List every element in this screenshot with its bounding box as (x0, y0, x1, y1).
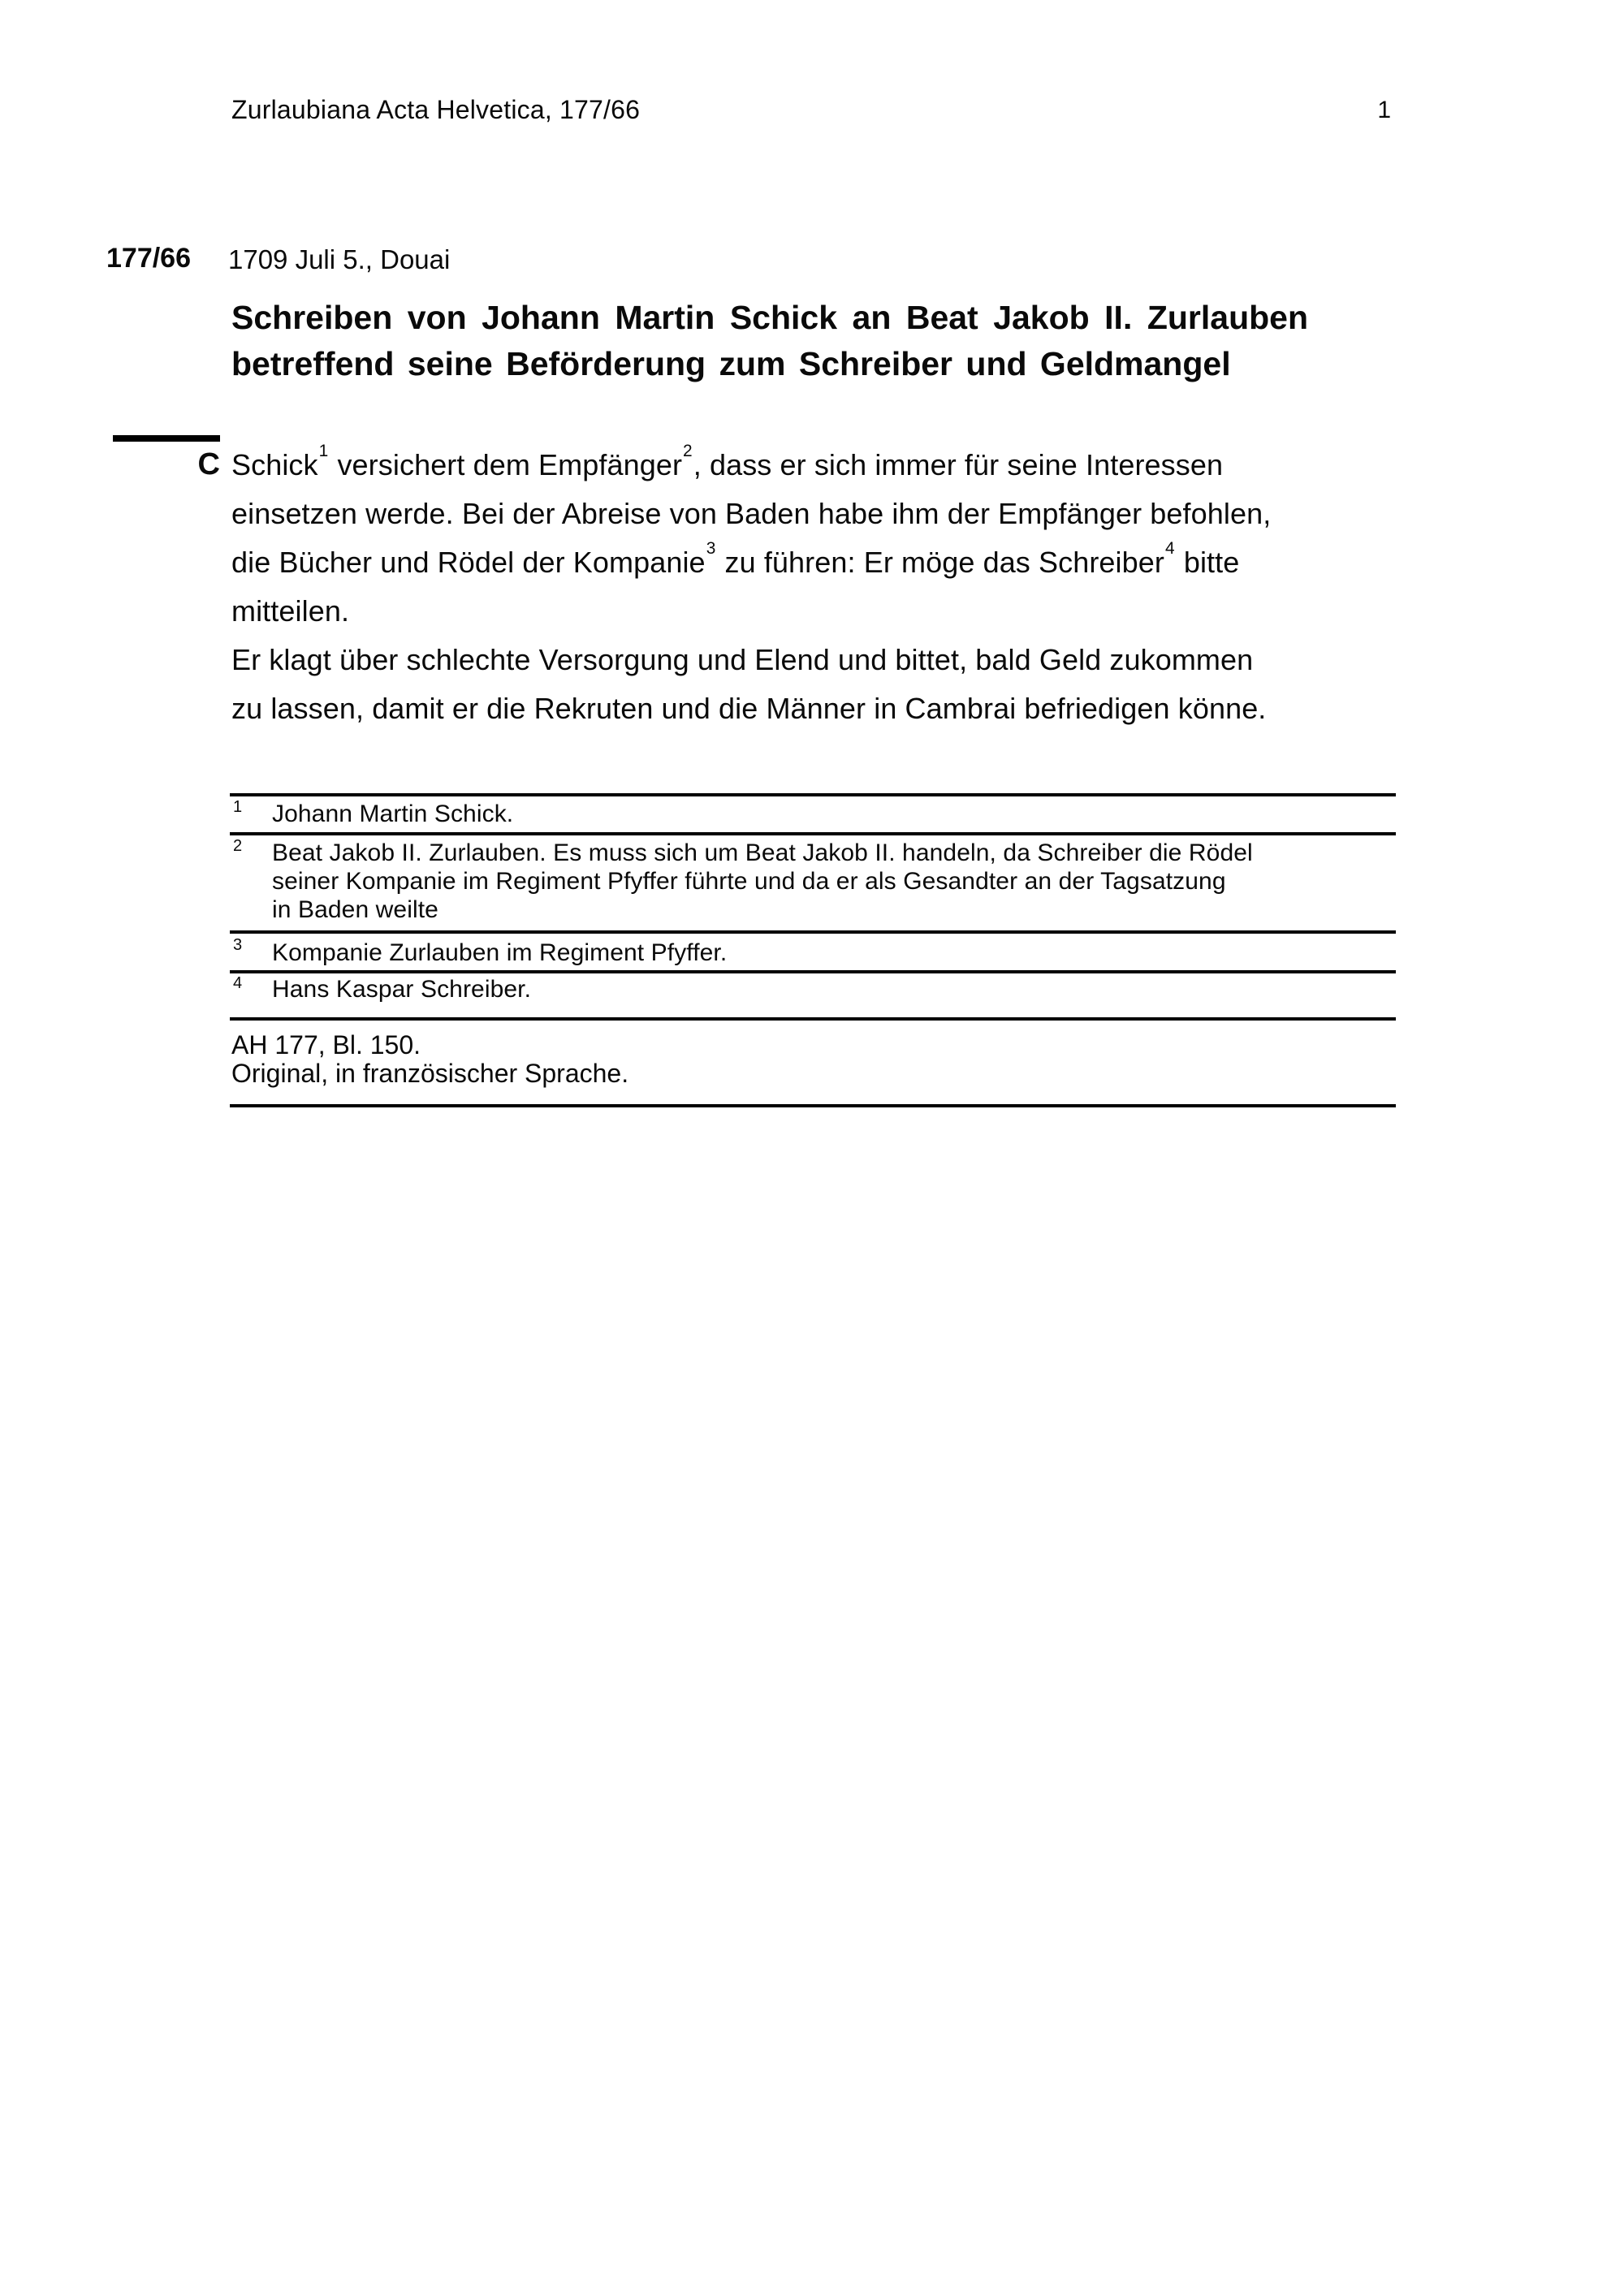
text-line: Beat Jakob II. Zurlauben. Es muss sich um Beat Jakob II. handeln, da Schreiber die Rödel (272, 839, 1253, 866)
text-line: Kompanie Zurlauben im Regiment Pfyffer. (272, 939, 728, 966)
source-separator-rule (230, 1017, 1396, 1021)
footnote-marker: 4 (233, 974, 243, 992)
document-title-line-2: betreffend seine Beförderung zum Schreiber und Geldmangel (231, 345, 1231, 382)
footnote-text (272, 800, 1396, 828)
text-line: seiner Kompanie im Regiment Pfyffer führte und da er als Gesandter an der Tagsatzung (272, 868, 1226, 895)
footnote-reference: 3 (706, 538, 716, 558)
text-line: Schick$^1$ versichert dem Empfänger$^2$, dass er sich immer für seine Interessen (231, 441, 1224, 481)
section-label: C (197, 447, 220, 481)
footnote-separator-rule (230, 930, 1396, 934)
running-header-journal: Zurlaubiana Acta Helvetica, 177/66 (231, 95, 641, 124)
summary-paragraph-2 (231, 636, 1386, 733)
footnote-reference: 1 (318, 441, 329, 460)
footnote-marker: 3 (233, 936, 243, 954)
summary-paragraph-1 (231, 441, 1386, 636)
text-line: mitteilen. (231, 594, 350, 628)
text-line: zu lassen, damit er die Rekruten und die Männer in Cambrai befriedigen könne. (231, 692, 1267, 725)
entry-number: 177/66 (106, 243, 191, 274)
bottom-rule (230, 1104, 1396, 1107)
entry-date-place: 1709 Juli 5., Douai (228, 244, 451, 274)
footnote-separator-rule (230, 970, 1396, 973)
text-line: Er klagt über schlechte Versorgung und Elend und bittet, bald Geld zukommen (231, 643, 1254, 676)
text-line: in Baden weilte (272, 896, 438, 923)
footnote-text (272, 839, 1396, 924)
text-line: die Bücher und Rödel der Kompanie$^3$ zu führen: Er möge das Schreiber$^4$ bitte (231, 538, 1240, 579)
text-line: AH 177, Bl. 150. (231, 1030, 421, 1060)
footnote-separator-rule (230, 832, 1396, 835)
document-title-line-1: Schreiben von Johann Martin Schick an Beat Jakob II. Zurlauben (231, 299, 1308, 336)
page-number: 1 (1377, 97, 1391, 123)
footnote-reference: 4 (1165, 538, 1175, 558)
text-line: Johann Martin Schick. (272, 801, 514, 827)
footnote-marker: 2 (233, 837, 243, 855)
footnote-text (272, 939, 1396, 967)
footnote-separator-rule (230, 793, 1396, 796)
section-divider-bar (113, 435, 220, 442)
text-line: Original, in französischer Sprache. (231, 1059, 629, 1088)
text-line: einsetzen werde. Bei der Abreise von Baden habe ihm der Empfänger befohlen, (231, 497, 1272, 530)
source-reference (231, 1031, 628, 1088)
footnote-text (272, 975, 1396, 1003)
footnote-reference: 2 (683, 441, 693, 460)
summary-text (231, 441, 1386, 733)
footnote-marker: 1 (233, 798, 243, 816)
document-title (231, 295, 1308, 387)
text-line: Hans Kaspar Schreiber. (272, 976, 532, 1003)
